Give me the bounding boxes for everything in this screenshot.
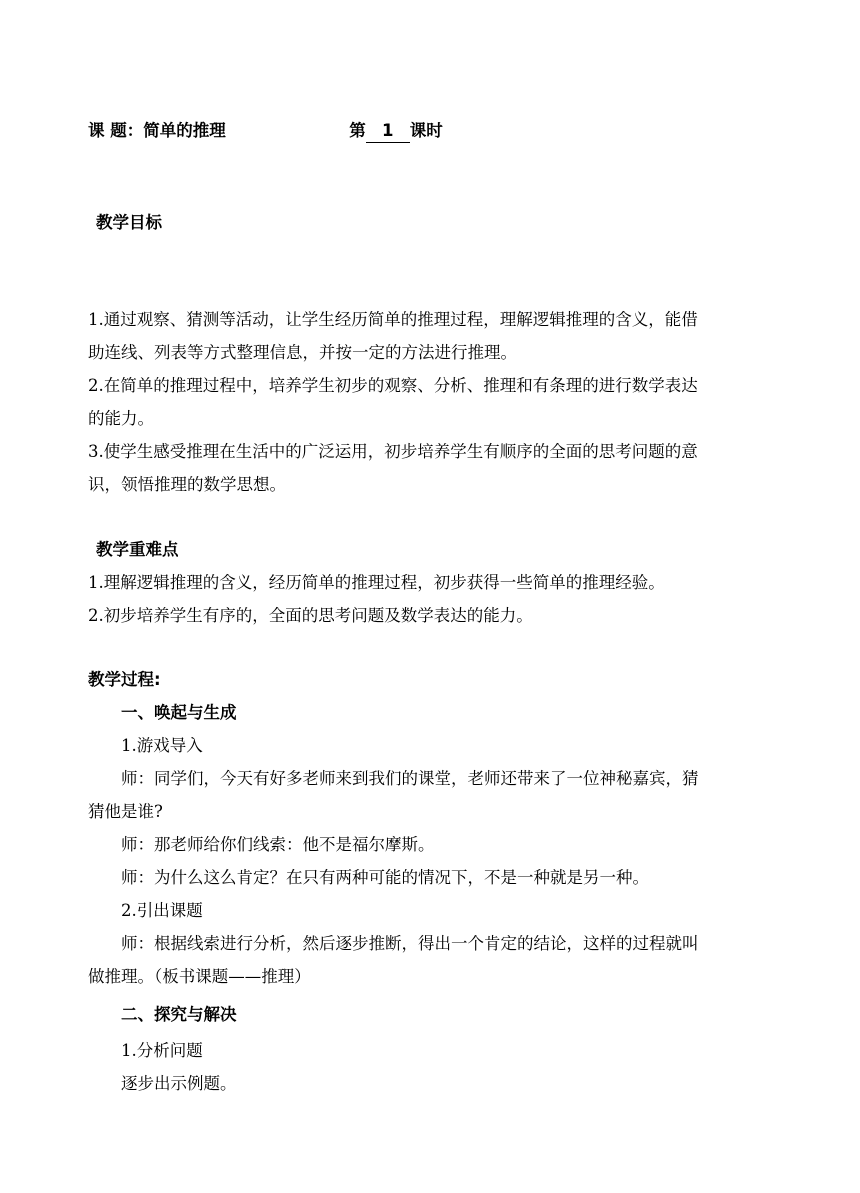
part1-line-7: 师：根据线索进行分析，然后逐步推断，得出一个肯定的结论，这样的过程就叫 xyxy=(121,934,699,953)
part1-line-2: 师：同学们，今天有好多老师来到我们的课堂，老师还带来了一位神秘嘉宾，猜 xyxy=(121,769,699,788)
part1-line-6: 2.引出课题 xyxy=(121,901,203,920)
goal-line-5: 3.使学生感受推理在生活中的广泛运用，初步培养学生有顺序的全面的思考问题的意 xyxy=(88,442,698,461)
key-point-2: 2.初步培养学生有序的，全面的思考问题及数学表达的能力。 xyxy=(88,606,533,625)
part2-line-2: 逐步出示例题。 xyxy=(121,1074,237,1093)
part1-line-3: 猜他是谁? xyxy=(88,802,163,821)
key-point-1: 1.理解逻辑推理的含义，经历简单的推理过程，初步获得一些简单的推理经验。 xyxy=(88,573,665,592)
goal-line-4: 的能力。 xyxy=(88,409,154,428)
lesson-prefix: 第 xyxy=(349,121,366,140)
topic-value: 简单的推理 xyxy=(143,121,226,140)
goal-line-1: 1.通过观察、猜测等活动，让学生经历简单的推理过程，理解逻辑推理的含义，能借 xyxy=(88,310,698,329)
goal-line-3: 2.在简单的推理过程中，培养学生初步的观察、分析、推理和有条理的进行数学表达 xyxy=(88,376,698,395)
key-points-title: 教学重难点 xyxy=(96,540,179,559)
process-title: 教学过程: xyxy=(88,670,161,689)
lesson-number: 1 xyxy=(366,120,410,143)
goal-line-6: 识，领悟推理的数学思想。 xyxy=(88,475,286,494)
part1-line-5: 师：为什么这么肯定？在只有两种可能的情况下，不是一种就是另一种。 xyxy=(121,868,649,887)
topic-label: 课 题： xyxy=(88,121,144,140)
part1-title: 一、唤起与生成 xyxy=(121,703,237,722)
lesson-header xyxy=(88,120,443,143)
lesson-suffix: 课时 xyxy=(409,121,443,140)
part1-line-1: 1.游戏导入 xyxy=(121,736,203,755)
goal-line-2: 助连线、列表等方式整理信息，并按一定的方法进行推理。 xyxy=(88,343,517,362)
part1-line-4: 师：那老师给你们线索：他不是福尔摩斯。 xyxy=(121,835,435,854)
part2-line-1: 1.分析问题 xyxy=(121,1041,203,1060)
part1-line-8: 做推理。（板书课题——推理） xyxy=(88,967,311,986)
part2-title: 二、探究与解决 xyxy=(121,1005,237,1024)
goals-title: 教学目标 xyxy=(96,213,162,232)
